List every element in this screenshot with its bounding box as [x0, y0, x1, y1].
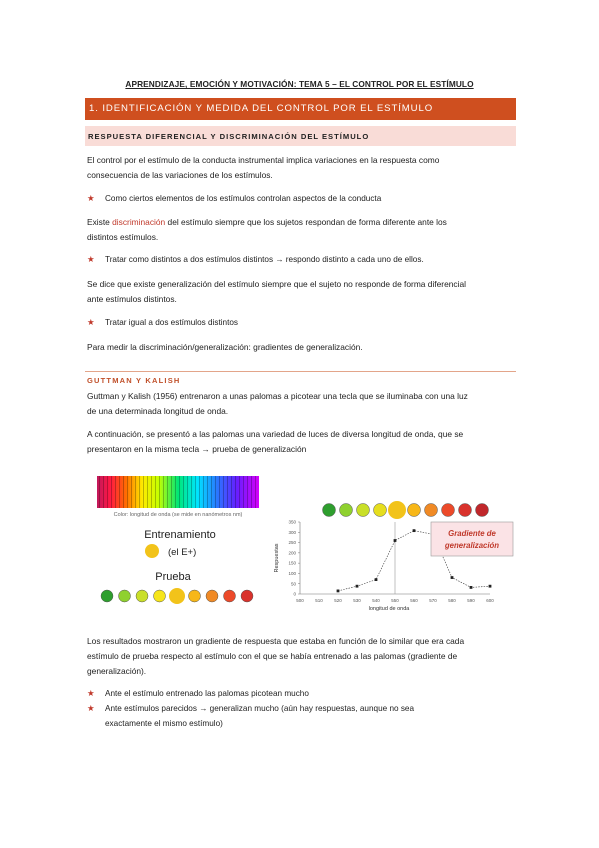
paragraph-guttman: Guttman y Kalish (1956) entrenaron a unas palomas a picotear una tecla que se iluminaba con una luz de una determinada longitud de onda.: [87, 391, 468, 416]
data-point: [356, 585, 359, 588]
chart-stimulus-dot: [442, 504, 455, 517]
x-tick-label: 560: [410, 598, 418, 603]
test-stimulus-dot: [241, 590, 253, 602]
x-tick-label: 500: [296, 598, 304, 603]
chart-stimulus-dot: [476, 504, 489, 517]
section-heading: 1. IDENTIFICACIÓN Y MEDIDA DEL CONTROL POR EL ESTÍMULO: [89, 103, 434, 114]
chart-stimuli-dots: [323, 501, 489, 519]
star-bullet-icon: ★: [87, 193, 95, 203]
bullet-item: ★ Como ciertos elementos de los estímulos controlan aspectos de la conducta: [105, 191, 517, 206]
subsection-heading: RESPUESTA DIFERENCIAL Y DISCRIMINACIÓN DEL ESTÍMULO: [88, 132, 370, 141]
x-tick-label: 510: [315, 598, 323, 603]
paragraph-discrimination: Existe discriminación del estímulo siempre que los sujetos respondan de forma diferente ante los distintos estímulos.: [87, 217, 447, 242]
subsection-heading-bar: [85, 126, 516, 146]
x-tick-label: 580: [448, 598, 456, 603]
highlight-term: discriminación: [112, 217, 166, 227]
test-stimulus-dot: [189, 590, 201, 602]
chart-stimulus-dot: [323, 504, 336, 517]
chart-stimulus-dot: [340, 504, 353, 517]
test-stimulus-dot: [154, 590, 166, 602]
test-stimulus-dot: [224, 590, 236, 602]
chart-stimulus-dot: [425, 504, 438, 517]
generalization-figure: [0, 470, 599, 640]
data-point: [337, 590, 340, 593]
bullet-item: ★ Tratar igual a dos estímulos distintos: [105, 315, 517, 330]
test-stimuli-dots: [101, 588, 253, 604]
data-point: [470, 586, 473, 589]
data-point: [451, 576, 454, 579]
chart-stimulus-dot: [357, 504, 370, 517]
paragraph-measure: Para medir la discriminación/generalización: gradientes de generalización.: [87, 342, 363, 352]
bullet-item: ★ Tratar como distintos a dos estímulos distintos → respondo distinto a cada uno de ellos.: [105, 252, 517, 267]
gradient-label-line2: generalización: [444, 541, 500, 550]
paragraph-test: A continuación, se presentó a las palomas una variedad de luces de diversa longitud de onda, que se presentaron en la misma tecla → prueba de generalización: [87, 429, 464, 454]
document-title: APRENDIZAJE, EMOCIÓN Y MOTIVACIÓN: TEMA 5 – EL CONTROL POR EL ESTÍMULO: [125, 79, 474, 89]
test-label: Prueba: [155, 571, 191, 583]
gradient-label-box: [431, 522, 513, 556]
chart-stimulus-dot: [374, 504, 387, 517]
paragraph-results: Los resultados mostraron un gradiente de respuesta que estaba en función de lo similar que era cada estímulo de prueba respecto al estímulo con el que se había entrenado a las palomas (gradiente de generalización).: [87, 636, 465, 676]
bullet-item: ★ Ante estímulos parecidos → generalizan mucho (aún hay respuestas, aunque no sea exactamente el mismo estímulo): [87, 703, 415, 728]
y-tick-label: 250: [288, 540, 296, 546]
star-bullet-icon: ★: [87, 688, 95, 698]
y-axis-label: Respuestas: [274, 543, 280, 573]
star-bullet-icon: ★: [87, 254, 95, 264]
y-tick-label: 300: [288, 529, 296, 535]
y-tick-label: 0: [293, 591, 296, 597]
training-stimulus-label: (el E+): [168, 547, 197, 558]
chart-stimulus-dot: [459, 504, 472, 517]
y-tick-label: 100: [288, 571, 296, 577]
training-stimulus-dot: [145, 544, 159, 558]
x-tick-label: 520: [334, 598, 342, 603]
spectrum-caption: Color: longitud de onda (se mide en nanómetros nm): [113, 512, 243, 518]
star-bullet-icon: ★: [87, 703, 95, 713]
x-axis-label: longitud de onda: [368, 606, 410, 612]
x-tick-label: 550: [391, 598, 399, 603]
x-tick-label: 600: [486, 598, 494, 603]
data-point: [375, 578, 378, 581]
data-point: [413, 529, 416, 532]
paragraph-control: El control por el estímulo de la conducta instrumental implica variaciones en la respuesta como consecuencia de las variaciones de los estímulos.: [87, 155, 440, 180]
test-stimulus-dot: [169, 588, 185, 604]
chart-stimulus-dot: [388, 501, 406, 519]
x-tick-label: 530: [353, 598, 361, 603]
y-tick-label: 350: [288, 519, 296, 525]
chart-stimulus-dot: [408, 504, 421, 517]
x-tick-label: 590: [467, 598, 475, 603]
section-heading-bar: [85, 98, 516, 120]
test-stimulus-dot: [206, 590, 218, 602]
test-stimulus-dot: [136, 590, 148, 602]
gradient-label-line1: Gradiente de: [448, 529, 496, 538]
data-point: [489, 585, 492, 588]
subsection-heading-guttman: GUTTMAN Y KALISH: [87, 376, 181, 385]
y-tick-label: 50: [290, 581, 296, 587]
test-stimulus-dot: [119, 590, 131, 602]
training-label: Entrenamiento: [144, 529, 216, 541]
x-tick-label: 570: [429, 598, 437, 603]
test-stimulus-dot: [101, 590, 113, 602]
x-tick-label: 540: [372, 598, 380, 603]
subsection-divider: [85, 371, 516, 372]
y-tick-label: 150: [288, 560, 296, 566]
star-bullet-icon: ★: [87, 317, 95, 327]
y-tick-label: 200: [288, 550, 296, 556]
paragraph-generalization: Se dice que existe generalización del estímulo siempre que el sujeto no responde de forma diferencial ante estímulos distintos.: [87, 279, 466, 304]
data-point: [394, 539, 397, 542]
bullet-item: ★ Ante el estímulo entrenado las palomas picotean mucho: [105, 686, 517, 701]
